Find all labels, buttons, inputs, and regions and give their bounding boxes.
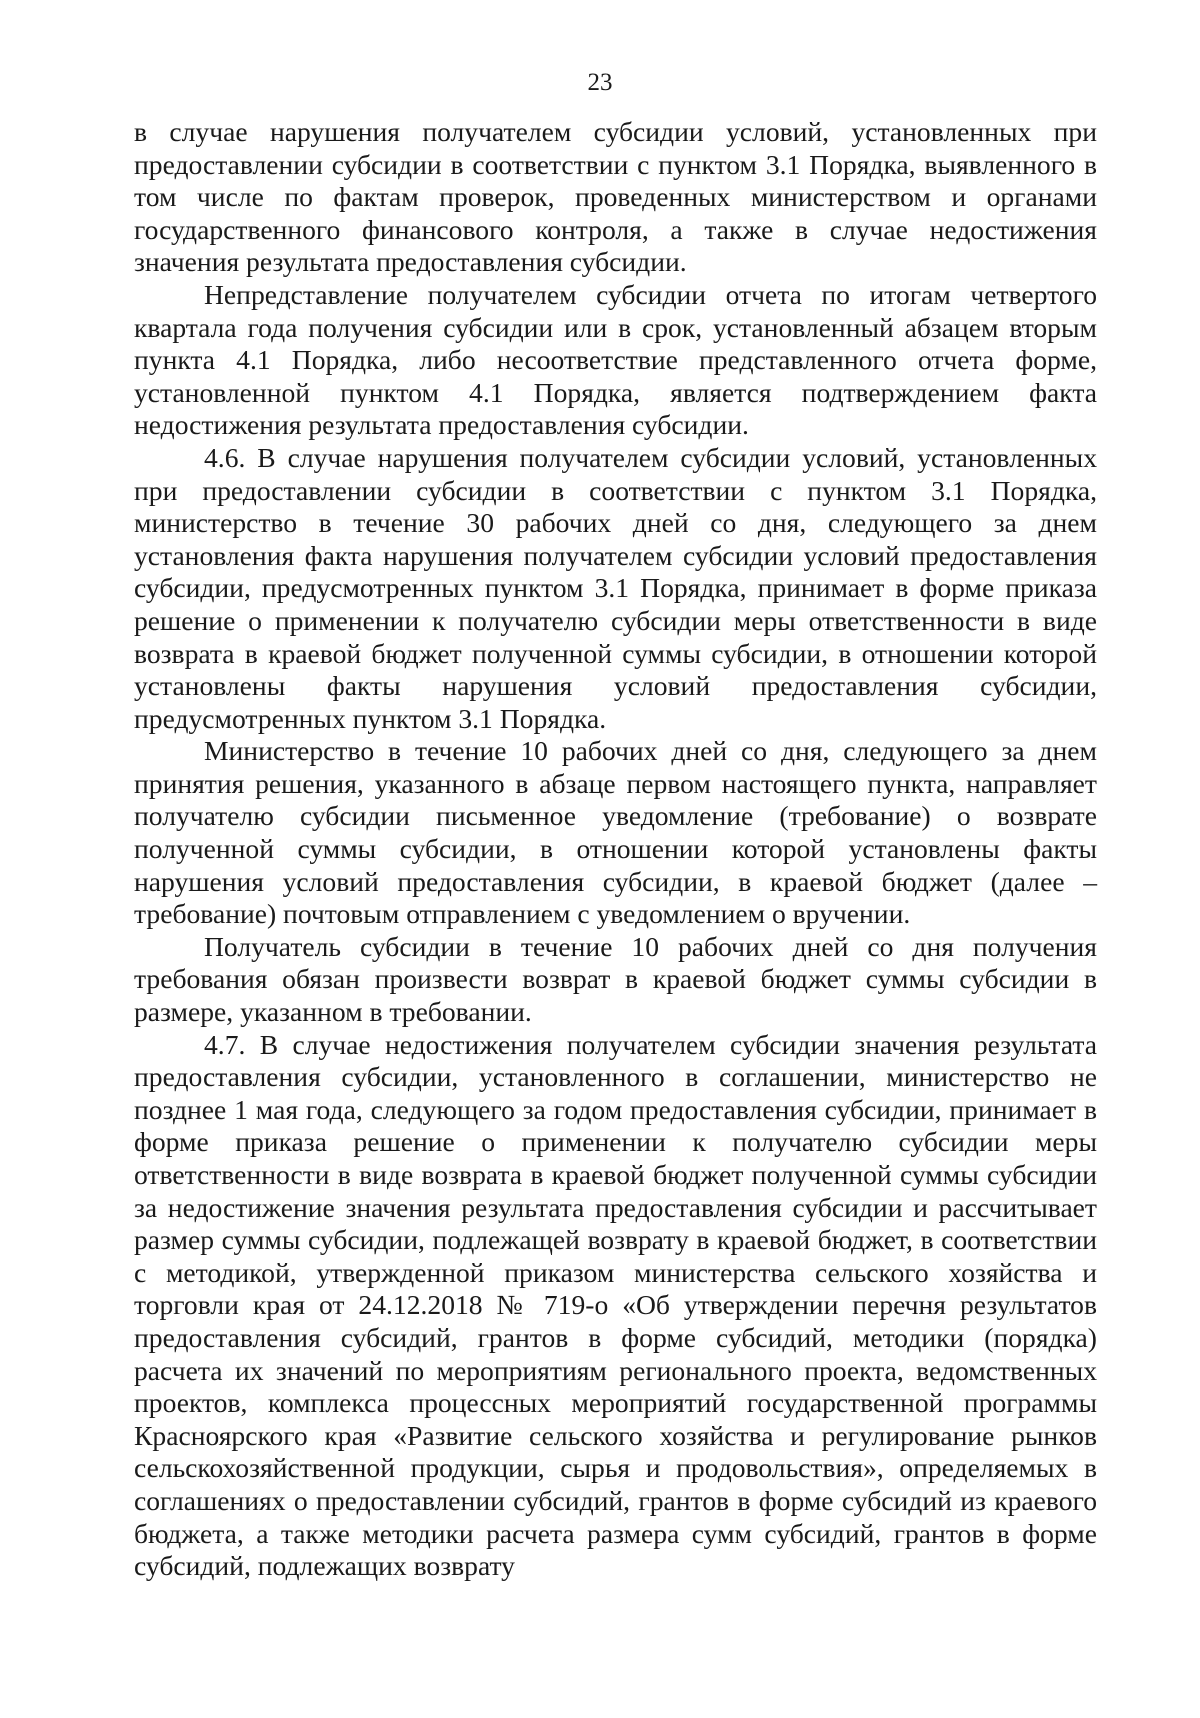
paragraph-recipient-refund: Получатель субсидии в течение 10 рабочих дней со дня получения требования обязан произвести возврат в краевой бюджет суммы субсидии в размере, указанном в требовании. [134,930,1097,1028]
document-body [134,116,1097,1583]
paragraph-clause-4-7: 4.7. В случае недостижения получателем субсидии значения результата предоставления субсидии, установленного в соглашении, министерство не позднее 1 мая года, следующего за годом предоставления субсидии, принимает в форме приказа решение о применении к получателю субсидии меры ответственности в виде возврата в краевой бюджет полученной суммы субсидии за недостижение значения результата предоставления субсидии и рассчитывает размер суммы субсидии, подлежащей возврату в краевой бюджет, в соответствии с методикой, утвержденной приказом министерства сельского хозяйства и торговли края от 24.12.2018 № 719-о «Об утверждении перечня результатов предоставления субсидий, грантов в форме субсидий, методики (порядка) расчета их значений по мероприятиям регионального проекта, ведомственных проектов, комплекса процессных мероприятий государственной программы Красноярского края «Развитие сельского хозяйства и регулирование рынков сельскохозяйственной продукции, сырья и продовольствия», определяемых в соглашениях о предоставлении субсидий, грантов в форме субсидий из краевого бюджета, а также методики расчета размера сумм субсидий, грантов в форме субсидий, подлежащих возврату [134,1028,1097,1582]
paragraph-violation-intro: в случае нарушения получателем субсидии условий, установленных при предоставлении субсидии в соответствии с пунктом 3.1 Порядка, выявленного в том числе по фактам проверок, проведенных министерством и органами государственного финансового контроля, а также в случае недостижения значения результата предоставления субсидии. [134,116,1097,278]
paragraph-report-failure: Непредставление получателем субсидии отчета по итогам четвертого квартала года получения субсидии или в срок, установленный абзацем вторым пункта 4.1 Порядка, либо несоответствие представленного отчета форме, установленной пунктом 4.1 Порядка, является подтверждением факта недостижения результата предоставления субсидии. [134,278,1097,441]
paragraph-ministry-notice: Министерство в течение 10 рабочих дней со дня, следующего за днем принятия решения, указанного в абзаце первом настоящего пункта, направляет получателю субсидии письменное уведомление (требование) о возврате полученной суммы субсидии, в отношении которой установлены факты нарушения условий предоставления субсидии, в краевой бюджет (далее – требование) почтовым отправлением с уведомлением о вручении. [134,735,1097,930]
paragraph-clause-4-6: 4.6. В случае нарушения получателем субсидии условий, установленных при предоставлении субсидии в соответствии с пунктом 3.1 Порядка, министерство в течение 30 рабочих дней со дня, следующего за днем установления факта нарушения получателем субсидии условий предоставления субсидии, предусмотренных пунктом 3.1 Порядка, принимает в форме приказа решение о применении к получателю субсидии меры ответственности в виде возврата в краевой бюджет полученной суммы субсидии, в отношении которой установлены факты нарушения условий предоставления субсидии, предусмотренных пунктом 3.1 Порядка. [134,441,1097,734]
page-number: 23 [587,69,613,96]
